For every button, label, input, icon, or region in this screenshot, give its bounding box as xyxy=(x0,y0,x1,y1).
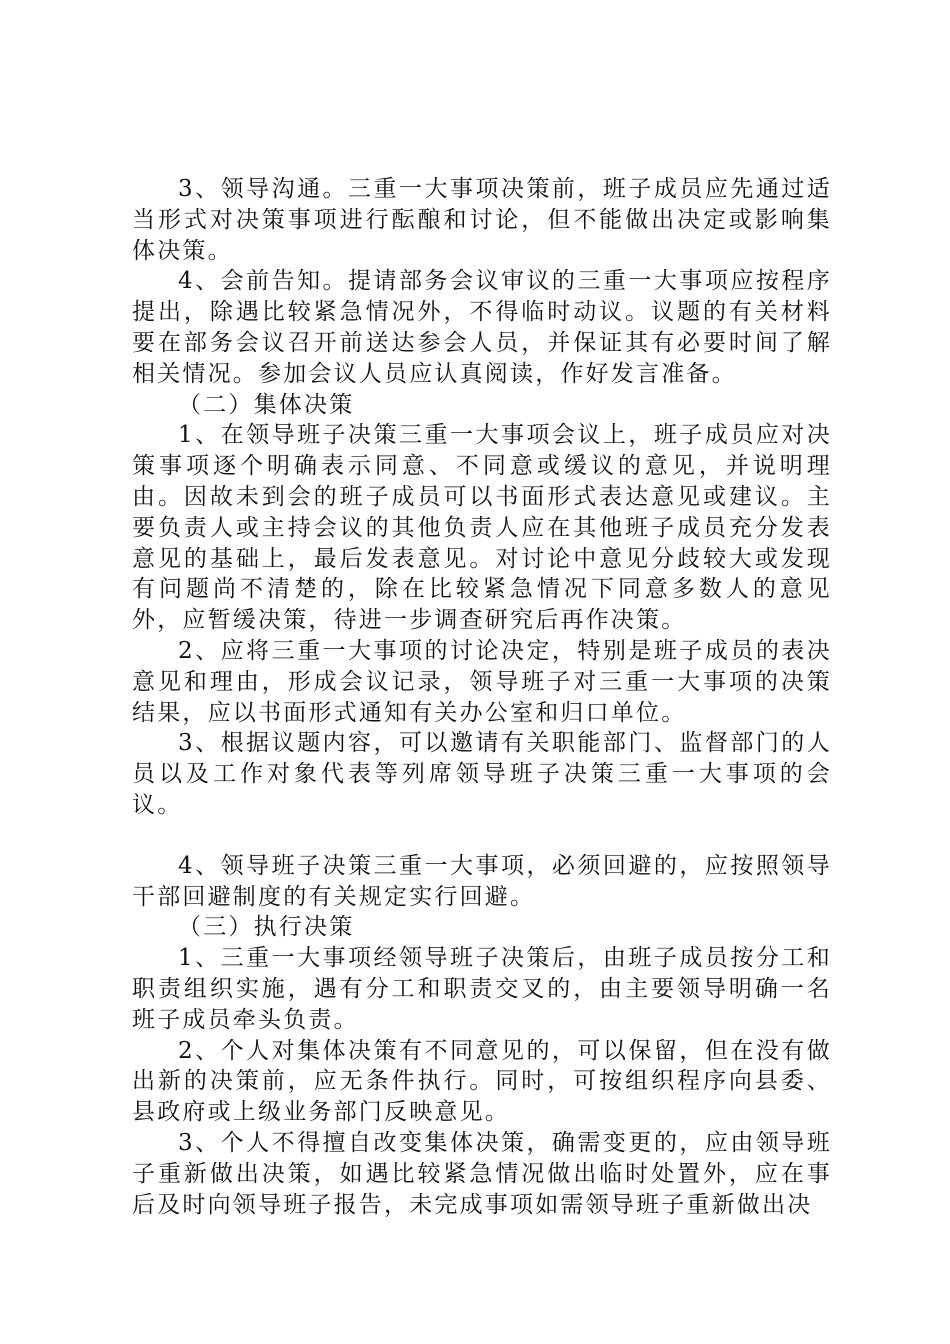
paragraph-execute-decision-3: 3、个人不得擅自改变集体决策，确需变更的，应由领导班子重新做出决策，如遇比较紧急情况做出临时处置外，应在事后及时向领导班子报告，未完成事项如需领导班子重新做出决 xyxy=(132,1129,832,1218)
paragraph-leader-communication: 3、领导沟通。三重一大事项决策前，班子成员应先通过适当形式对决策事项进行酝酿和讨论，但不能做出决定或影响集体决策。 xyxy=(132,176,832,264)
document-page xyxy=(132,174,832,1220)
paragraph-execute-decision-2: 2、个人对集体决策有不同意见的，可以保留，但在没有做出新的决策前，应无条件执行。同时，可按组织程序向县委、县政府或上级业务部门反映意见。 xyxy=(132,1037,832,1126)
paragraph-collective-decision-1: 1、在领导班子决策三重一大事项会议上，班子成员应对决策事项逐个明确表示同意、不同意或缓议的意见，并说明理由。因故未到会的班子成员可以书面形式表达意见或建议。主要负责人或主持会议的其他负责人应在其他班子成员充分发表意见的基础上，最后发表意见。对讨论中意见分歧较大或发现有问题尚不清楚的，除在比较紧急情况下同意多数人的意见外，应暂缓决策，待进一步调查研究后再作决策。 xyxy=(132,422,832,634)
paragraph-pre-meeting-notice: 4、会前告知。提请部务会议审议的三重一大事项应按程序提出，除遇比较紧急情况外，不得临时动议。议题的有关材料要在部务会议召开前送达参会人员，并保证其有必要时间了解相关情况。参加会议人员应认真阅读，作好发言准备。 xyxy=(132,268,832,387)
paragraph-collective-decision-4: 4、领导班子决策三重一大事项，必须回避的，应按照领导干部回避制度的有关规定实行回避。 xyxy=(132,852,832,910)
paragraph-collective-decision-2: 2、应将三重一大事项的讨论决定，特别是班子成员的表决意见和理由，形成会议记录，领导班子对三重一大事项的决策结果，应以书面形式通知有关办公室和归口单位。 xyxy=(132,637,832,726)
section-heading-collective-decision: （二）集体决策 xyxy=(178,391,355,418)
section-heading-execute-decision: （三）执行决策 xyxy=(178,914,355,941)
paragraph-execute-decision-1: 1、三重一大事项经领导班子决策后，由班子成员按分工和职责组织实施，遇有分工和职责交叉的，由主要领导明确一名班子成员牵头负责。 xyxy=(132,945,832,1033)
paragraph-collective-decision-3: 3、根据议题内容，可以邀请有关职能部门、监督部门的人员以及工作对象代表等列席领导班子决策三重一大事项的会议。 xyxy=(132,730,832,818)
